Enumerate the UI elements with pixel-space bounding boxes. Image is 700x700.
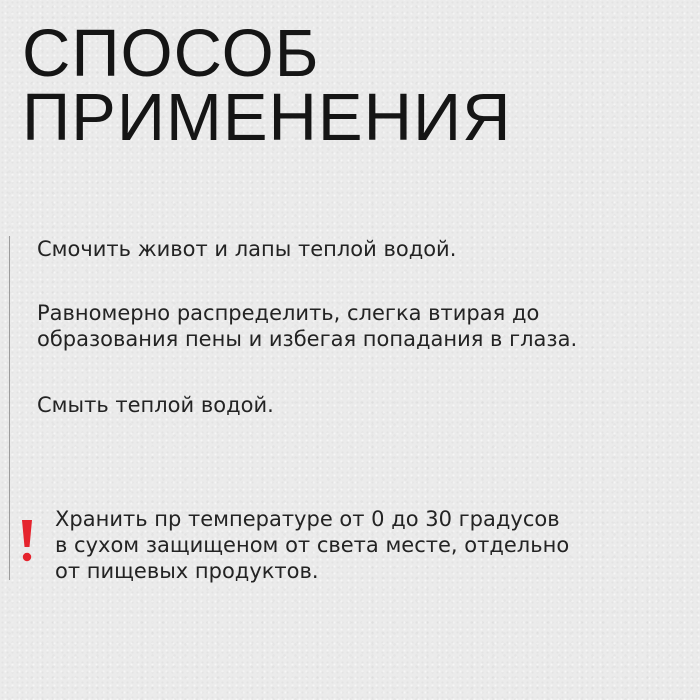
- storage-note-line-1: Хранить пр температуре от 0 до 30 градусов: [55, 507, 560, 531]
- storage-note-line-3: от пищевых продуктов.: [55, 559, 319, 583]
- instruction-step-3: Смыть теплой водой.: [37, 393, 274, 417]
- exclamation-icon: [19, 519, 35, 563]
- page-title-line-1: СПОСОБ: [22, 16, 320, 91]
- instruction-step-2-line-1: Равномерно распределить, слегка втирая до: [37, 301, 540, 325]
- instruction-step-2-line-2: образования пены и избегая попадания в глаза.: [37, 327, 578, 351]
- instruction-step-2: [37, 300, 577, 352]
- vertical-divider: [9, 236, 10, 580]
- page-title: [22, 16, 512, 155]
- storage-note: [55, 506, 569, 584]
- storage-note-line-2: в сухом защищеном от света месте, отдельно: [55, 533, 570, 557]
- instruction-step-1: Смочить живот и лапы теплой водой.: [37, 237, 457, 261]
- page-title-line-2: ПРИМЕНЕНИЯ: [22, 80, 512, 155]
